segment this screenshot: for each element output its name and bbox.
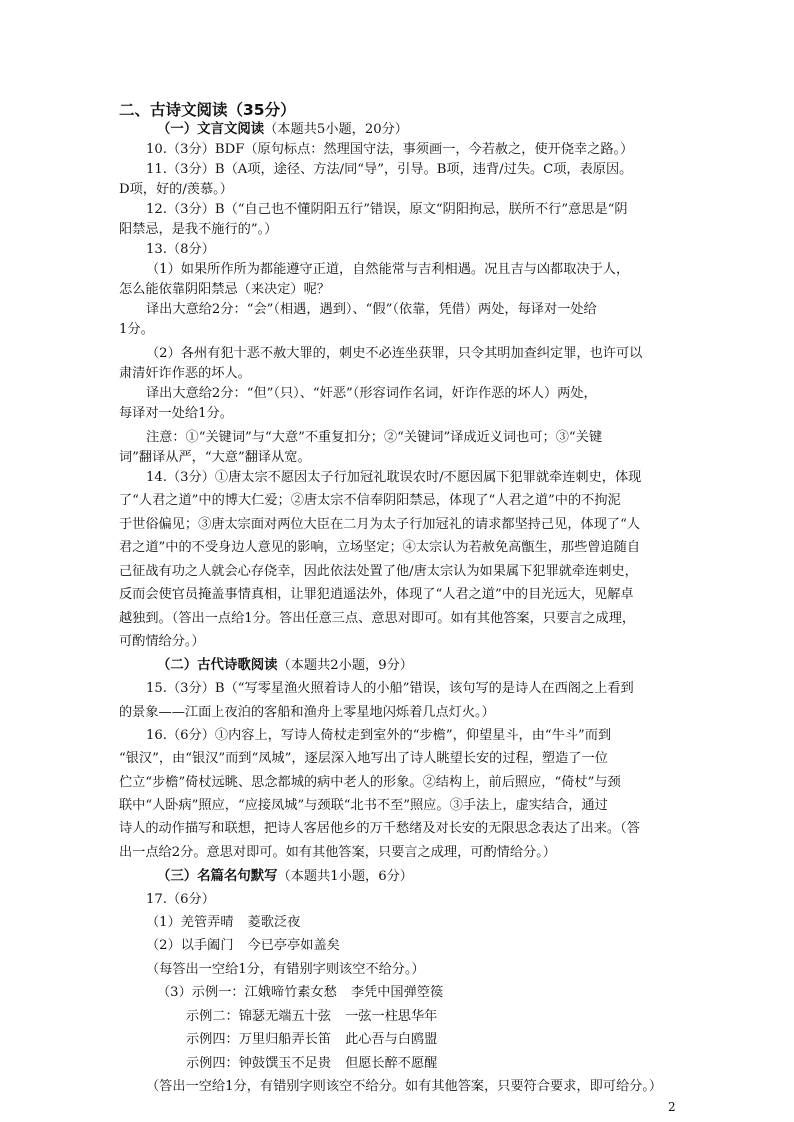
- q17-answer-2-phrase-1: 以手阖门: [180, 938, 234, 953]
- q17-answer-2: [146, 937, 706, 955]
- q16-line-2: “银汉”，由“银汉”而到“凤城”，逐层深入地写出了诗人眺望长安的过程，塑造了一位: [119, 751, 608, 766]
- q14-line-8: 可酌情给分。）: [119, 634, 205, 649]
- q12-line-2: 阳禁忌，是我不施行的”。）: [119, 222, 278, 237]
- part2-heading-text: （二）古代诗歌阅读: [157, 658, 278, 673]
- q13-s2-line-2: 每译对一处给1分。: [119, 406, 233, 421]
- q16-line-6: 出一点给2分。意思对即可。如有其他答案，只要言之成理，可酌情给分。）: [119, 845, 556, 860]
- q17-example-1-phrase-1: 江娥啼竹素女愁: [244, 985, 337, 1000]
- q17-example-2-label: 示例二：: [186, 1009, 239, 1024]
- q17-header: 17.（6分）: [146, 892, 215, 907]
- q17-example-3-phrase-1: 万里归船弄长笛: [238, 1032, 332, 1047]
- q14-line-4: 君之道”中的不受身边人意见的影响，立场坚定；④太宗认为若赦免高甑生，那些曾追随自: [119, 540, 641, 555]
- part2-heading: [157, 657, 717, 675]
- q13-p1-line-2: 怎么能依靠阴阳禁忌（来决定）呢？: [119, 282, 330, 297]
- q17-final-note: （答出一空给1分，有错别字则该空不给分。如有其他答案，只要符合要求，即可给分。）: [146, 1079, 663, 1094]
- q13-s2-line-1: 译出大意给2分：“但”（只）、“奸恶”（形容词作名词，奸诈作恶的坏人）两处，: [146, 386, 597, 401]
- q16-line-5: 诗人的动作描写和联想，把诗人客居他乡的万千愁绪及对长安的无限思念表达了出来。（答: [119, 821, 640, 836]
- q17-example-4-phrase-1: 钟鼓馔玉不足贵: [238, 1056, 332, 1071]
- q13-p2-line-1: （2）各州有犯十恶不赦大罪的，刺史不必连坐获罪，只令其明加查纠定罪，也许可以: [146, 346, 643, 361]
- q17-answer-2-phrase-2: 今已亭亭如盖矣: [247, 938, 340, 953]
- q13-p1-line-1: （1）如果所作所为都能遵守正道，自然能常与吉利相遇。况且吉与凶都取决于人，: [146, 262, 630, 277]
- q16-line-1: 16.（6分）①内容上，写诗人倚杖走到室外的“步檐”，仰望星斗，由“牛斗”而到: [146, 728, 612, 743]
- q17-example-4-label: 示例四：: [186, 1056, 239, 1071]
- q15-line-2: 的景象——江面上夜泊的客船和渔舟上零星地闪烁着几点灯火。）: [119, 705, 495, 720]
- q17-example-3: [186, 1031, 746, 1049]
- part1-heading: [157, 121, 717, 139]
- q14-line-1: 14.（3分）①唐太宗不愿因太子行加冠礼耽误农时/不愿因属下犯罪就牵连刺史，体现: [146, 470, 642, 485]
- q17-example-3-label: 示例四：: [186, 1032, 239, 1047]
- part2-heading-note: （本题共2小题，9分）: [277, 658, 413, 673]
- q13-note-line-2: 词”翻译从严，“大意”翻译从宽。: [119, 450, 311, 465]
- q13-s1-line-2: 1分。: [119, 322, 154, 337]
- q17-answer-1: [146, 914, 706, 932]
- part3-heading-text: （三）名篇名句默写: [157, 869, 278, 884]
- q16-line-4: 联中“人卧病”照应，“应接凤城”与颈联“北书不至”照应。③手法上，虚实结合，通过: [119, 798, 608, 813]
- q15-line-1: 15.（3分）B（“写零星渔火照着诗人的小船”错误，该句写的是诗人在西阁之上看到: [146, 681, 634, 696]
- part1-heading-text: （一）文言文阅读: [157, 122, 265, 137]
- q14-line-7: 越独到。（答出一点给1分。答出任意三点、意思对即可。如有其他答案，只要言之成理，: [119, 611, 636, 626]
- q13-note-line-1: 注意：①“关键词”与“大意”不重复扣分；②“关键词”译成近义词也可；③“关键: [146, 430, 603, 445]
- part1-heading-note: （本题共5小题，20分）: [264, 122, 408, 137]
- part3-heading: [157, 868, 717, 886]
- q11-line-1: 11.（3分）B（A项，途径、方法/同“导”，引导。B项，违背/过失。C项，表原因。: [146, 162, 633, 177]
- q10-answer: 10.（3分）BDF（原句标点：然理国守法，事须画一，今若赦之，使开侥幸之路。）: [146, 142, 634, 157]
- q17-answer-1-label: （1）: [146, 915, 181, 930]
- q17-example-2: [186, 1008, 746, 1026]
- q11-line-2: D项，好的/羡慕。）: [119, 182, 233, 197]
- page-number: 2: [668, 1100, 676, 1114]
- q17-answer-1-phrase-2: 菱歌泛夜: [247, 915, 301, 930]
- q17-example-3-phrase-2: 此心吾与白鸥盟: [345, 1032, 438, 1047]
- q17-example-1-label: 示例一：: [191, 985, 245, 1000]
- q17-example-2-phrase-2: 一弦一柱思华年: [345, 1009, 438, 1024]
- q17-example-2-phrase-1: 锦瑟无端五十弦: [238, 1009, 332, 1024]
- q13-s1-line-1: 译出大意给2分：“会”（相遇，遇到）、“假”（依靠，凭借）两处，每译对一处给: [146, 302, 597, 317]
- q14-line-5: 己征战有功之人就会心存侥幸，因此依法处置了他/唐太宗认为如果属下犯罪就牵连刺史，: [119, 564, 638, 579]
- q14-line-3: 于世俗偏见；③唐太宗面对两位大臣在二月为太子行加冠礼的请求都坚持己见，体现了“人: [119, 517, 641, 532]
- q17-example-1: [157, 984, 717, 1002]
- q14-line-6: 反而会使官员掩盖事情真相，让罪犯逍遥法外，体现了“人君之道”中的目光远大，见解卓: [119, 587, 634, 602]
- q17-example-4: [186, 1055, 746, 1073]
- q13-p2-line-2: 肃清奸诈作恶的坏人。: [119, 366, 251, 381]
- q17-answer-2-label: （2）: [146, 938, 181, 953]
- q13-header: 13.（8分）: [146, 242, 215, 257]
- section-title: 二、古诗文阅读（35分）: [119, 101, 296, 119]
- q17-rule: （每答出一空给1分，有错别字则该空不给分。）: [146, 962, 425, 977]
- q17-example-1-phrase-2: 李凭中国弹箜篌: [350, 985, 444, 1000]
- q12-line-1: 12.（3分）B（“自己也不懂阴阳五行”错误，原文“阴阳拘忌，朕所不行”意思是“阴: [146, 202, 628, 217]
- q17-answer-3-label: （3）: [157, 985, 192, 1000]
- q16-line-3: 伫立“步檐”倚杖远眺、思念都城的病中老人的形象。②结构上，前后照应，“倚杖”与颈: [119, 775, 621, 790]
- q17-example-4-phrase-2: 但愿长醉不愿醒: [345, 1056, 438, 1071]
- part3-heading-note: （本题共1小题，6分）: [277, 869, 413, 884]
- q14-line-2: 了“人君之道”中的博大仁爱；②唐太宗不信奉阴阳禁忌，体现了“人君之道”中的不拘泥: [119, 493, 621, 508]
- q17-answer-1-phrase-1: 羌管弄晴: [180, 915, 234, 930]
